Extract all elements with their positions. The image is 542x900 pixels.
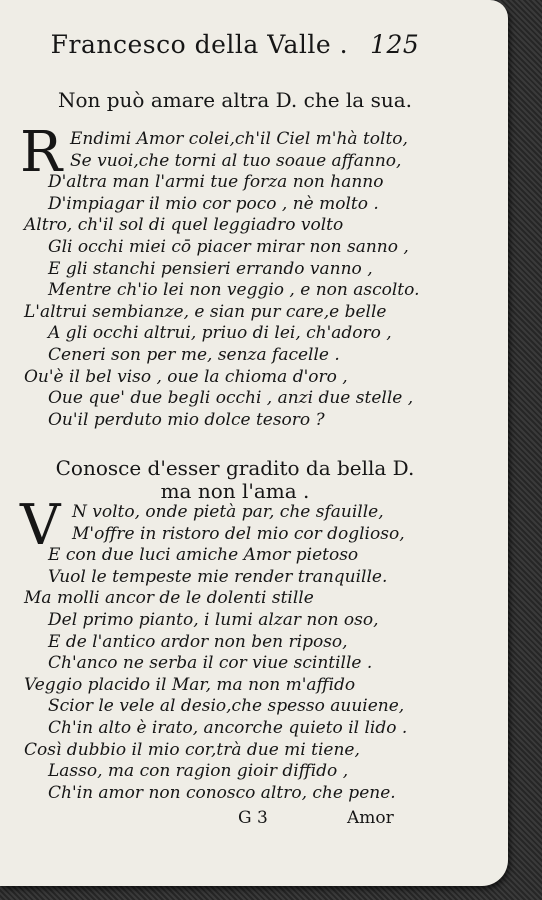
verse-line: E de l'antico ardor non ben riposo, bbox=[48, 631, 348, 652]
verse-line: E con due luci amiche Amor pietoso bbox=[48, 545, 359, 566]
verse-line: Ceneri son per me, senza facelle . bbox=[48, 344, 340, 365]
verse-line: A gli occhi altrui, priuo di lei, ch'adoro , bbox=[48, 323, 392, 344]
sonnet-2 bbox=[20, 493, 494, 804]
verse-line: Altro, ch'il sol di quel leggiadro volto bbox=[24, 215, 344, 236]
verse-line: Ch'in amor non conosco altro, che pene. bbox=[48, 782, 396, 803]
verse-line: Veggio placido il Mar, ma non m'affido bbox=[24, 674, 356, 695]
verse-line: D'altra man l'armi tue forza non hanno bbox=[48, 172, 384, 193]
verse-line: D'impiagar il mio cor poco , nè molto . bbox=[48, 193, 379, 214]
verse-line: Così dubbio il mio cor,trà due mi tiene, bbox=[24, 739, 360, 760]
drop-cap-r: R bbox=[20, 120, 63, 185]
verse-line: Lasso, ma con ragion gioir diffido , bbox=[48, 761, 349, 782]
verse-line: Ch'anco ne serba il cor viue scintille . bbox=[48, 653, 373, 674]
verse-line: Se vuoi,che torni al tuo soaue affanno, bbox=[70, 150, 402, 171]
verse-line: Scior le vele al desio,che spesso auuiene, bbox=[48, 696, 405, 717]
verse-line: M'offre in ristoro del mio cor doglioso, bbox=[72, 523, 405, 544]
sonnet-2-title-line-1: Conosce d'esser gradito da bella D. bbox=[55, 456, 415, 480]
sonnet-2-title-line-2: ma non l'ama . bbox=[160, 479, 310, 503]
sonnet-1-title: Non può amare altra D. che la sua. bbox=[57, 88, 413, 112]
verse-line: L'altrui sembianze, e sian pur care,e belle bbox=[24, 301, 387, 322]
verse-line: Ch'in alto è irato, ancorche quieto il lido . bbox=[48, 717, 408, 738]
verse-line: Ou'il perduto mio dolce tesoro ? bbox=[48, 409, 325, 430]
signature-mark: G 3 bbox=[238, 808, 268, 828]
verse-line: Del primo pianto, i lumi alzar non oso, bbox=[48, 609, 379, 630]
running-head bbox=[0, 30, 470, 59]
drop-cap-v: V bbox=[20, 493, 61, 558]
running-title: Francesco della Valle . bbox=[50, 30, 349, 59]
verse-line: Mentre ch'io lei non veggio , e non ascolto. bbox=[48, 280, 420, 301]
sonnet-1 bbox=[20, 120, 494, 431]
verse-line: Vuol le tempeste mie render tranquille. bbox=[48, 566, 388, 587]
verse-line: N volto, onde pietà par, che sfauille, bbox=[72, 502, 384, 522]
verse-line: Oue que' due begli occhi , anzi due stelle , bbox=[48, 388, 414, 409]
verse-line: Gli occhi miei cō piacer mirar non sanno , bbox=[48, 236, 409, 257]
verse-line: Ma molli ancor de le dolenti stille bbox=[24, 588, 314, 609]
verse-line: E gli stanchi pensieri errando vanno , bbox=[48, 258, 373, 279]
page-number: 125 bbox=[370, 30, 420, 59]
verse-line: Endimi Amor colei,ch'il Ciel m'hà tolto, bbox=[70, 129, 408, 149]
verse-line: Ou'è il bel viso , oue la chioma d'oro , bbox=[24, 366, 348, 387]
catchword: Amor bbox=[347, 808, 394, 828]
